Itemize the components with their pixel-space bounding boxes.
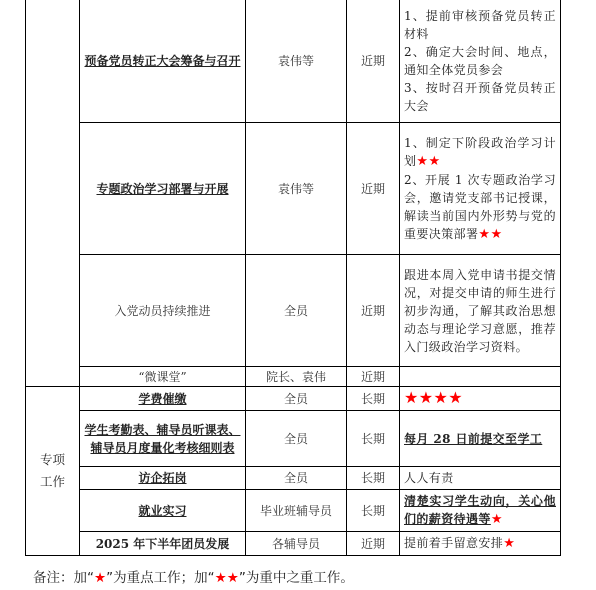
note-cell — [400, 123, 561, 255]
star-icon: ★★ — [214, 570, 239, 586]
item-cell: 2025 年下半年团员发展 — [80, 532, 246, 556]
item-cell: 就业实习 — [80, 490, 246, 532]
owner-cell: 袁伟等 — [246, 0, 347, 123]
time-cell: 近期 — [347, 123, 400, 255]
owner-cell: 全员 — [246, 387, 347, 411]
note-line: 1、提前审核预备党员转正材料 — [404, 9, 556, 41]
star-icon: ★★ — [416, 153, 441, 169]
note-line: 2、确定大会时间、地点，通知全体党员参会 — [404, 45, 556, 77]
note-line: 3、按时召开预备党员转正大会 — [404, 81, 556, 113]
note-text: 提前着手留意安排 — [404, 536, 504, 550]
item-cell: 预备党员转正大会筹备与召开 — [80, 0, 246, 123]
time-cell: 长期 — [347, 467, 400, 490]
note-cell: 人人有责 — [400, 467, 561, 490]
time-cell: 近期 — [347, 0, 400, 123]
time-cell: 长期 — [347, 411, 400, 467]
note-cell — [400, 0, 561, 123]
note-text: 2、开展 1 次专题政治学习会，邀请党支部书记授课，解读当前国内外形势与党的重要决策部署 — [404, 172, 556, 241]
time-cell: 长期 — [347, 387, 400, 411]
work-plan-table — [25, 0, 561, 556]
note-cell — [400, 490, 561, 532]
owner-cell: 全员 — [246, 467, 347, 490]
table-row — [26, 367, 561, 387]
note-cell — [400, 367, 561, 387]
category-cell-empty — [26, 0, 80, 387]
item-cell: 专题政治学习部署与开展 — [80, 123, 246, 255]
table-row — [26, 532, 561, 556]
table-row — [26, 0, 561, 123]
note-cell: 每月 28 日前提交至学工 — [400, 411, 561, 467]
note-cell — [400, 532, 561, 556]
star-icon: ★★★★ — [404, 388, 463, 407]
item-cell: 访企拓岗 — [80, 467, 246, 490]
owner-cell: 院长、袁伟 — [246, 367, 347, 387]
owner-cell: 袁伟等 — [246, 123, 347, 255]
time-cell: 长期 — [347, 490, 400, 532]
item-cell: 学生考勤表、辅导员听课表、辅导员月度量化考核细则表 — [80, 411, 246, 467]
star-icon: ★ — [490, 512, 503, 527]
item-cell: “微课堂” — [80, 367, 246, 387]
owner-cell: 各辅导员 — [246, 532, 347, 556]
note-text: 1、制定下阶段政治学习计划 — [404, 135, 556, 168]
star-icon: ★ — [94, 570, 107, 586]
note-cell: 跟进本周入党申请书提交情况，对提交申请的师生进行初步沟通，了解其政治思想动态与理论学习意愿，推荐入门级政治学习资料。 — [400, 255, 561, 367]
star-icon: ★★ — [478, 226, 503, 242]
note-cell — [400, 387, 561, 411]
item-cell: 学费催缴 — [80, 387, 246, 411]
time-cell: 近期 — [347, 367, 400, 387]
table-row — [26, 387, 561, 411]
time-cell: 近期 — [347, 532, 400, 556]
owner-cell: 全员 — [246, 255, 347, 367]
item-cell: 入党动员持续推进 — [80, 255, 246, 367]
note-text: 清楚实习学生动向，关心他们的薪资待遇等 — [404, 494, 556, 526]
time-cell: 近期 — [347, 255, 400, 367]
owner-cell: 全员 — [246, 411, 347, 467]
category-cell: 专项工作 — [26, 387, 80, 556]
table-row — [26, 123, 561, 255]
table-row — [26, 255, 561, 367]
owner-cell: 毕业班辅导员 — [246, 490, 347, 532]
star-icon: ★ — [503, 536, 516, 551]
table-row — [26, 411, 561, 467]
table-row — [26, 490, 561, 532]
table-row — [26, 467, 561, 490]
footnote: 备注：加“★”为重点工作；加“★★”为重中之重工作。 — [33, 570, 354, 586]
